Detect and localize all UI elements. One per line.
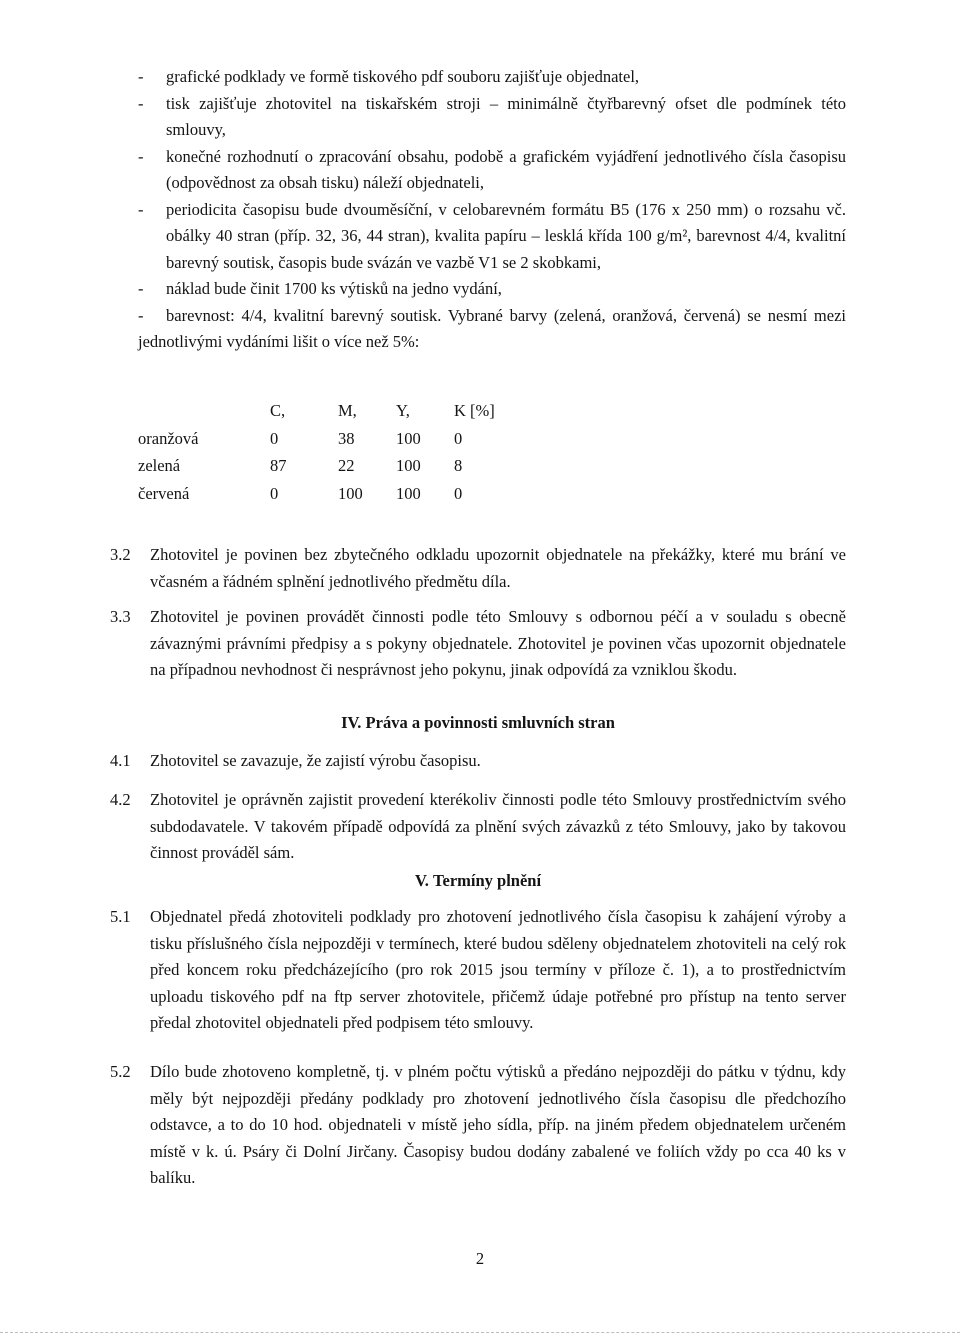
table-cell: 38 (338, 428, 355, 448)
clause-text: Zhotovitel je povinen provádět činnosti podle této Smlouvy s odbornou péčí a v souladu s obecně závaznými právními předpisy a s pokyny objednatele. Zhotovitel je povinen včas upozornit objednatele na případnou nevhodnost či nesprávnost jeho pokynu, jinak odpovídá za vzniklou škodu. (150, 607, 846, 679)
table-cell: 0 (270, 428, 279, 448)
table-cell: zelená (138, 456, 181, 475)
clause-text: Dílo bude zhotoveno kompletně, tj. v plném počtu výtisků a předáno nejpozději do pátku v týdnu, kdy měly být nejpozději předány podklady pro zhotovení jednotlivého čísla časopisu dle předchozího odstavce, a to do 10 hod. objednateli v místě jeho sídla, příp. na jiném předem objednatelem určeném místě v k. ú. Psáry či Dolní Jirčany. Časopisy budou dodány zabalené ve foliích vždy po cca 40 ks v balíku. (150, 1062, 846, 1187)
section-number: V. (414, 871, 429, 890)
section-title: Práva a povinnosti smluvních stran (365, 713, 615, 732)
list-item: - tisk zajišťuje zhotovitel na tiskařském stroji – minimálně čtyřbarevný ofset dle podmínek této smlouvy, (138, 93, 846, 139)
table-header: M, (338, 401, 357, 420)
clause-3-2 (110, 542, 846, 595)
clause-text: Zhotovitel je oprávněn zajistit provedení kterékoliv činnosti podle této Smlouvy prostřednictvím svého subdodavatele. V takovém případě odpovídá za plnění svých závazků z této Smlouvy, jako by takovou činnost prováděl sám. (150, 790, 846, 862)
table-cell: 100 (396, 483, 421, 503)
list-item: - náklad bude činit 1700 ks výtisků na jedno vydání, (138, 279, 502, 298)
clause-5-1 (110, 904, 846, 1037)
clause-number: 5.2 (110, 1062, 131, 1081)
clause-number: 3.3 (110, 607, 131, 626)
list-item: - konečné rozhodnutí o zpracování obsahu, podobě a grafickém vyjádření jednotlivého čísla časopisu (odpovědnost za obsah tisku) náleží objednateli, (138, 146, 846, 192)
table-cell: červená (138, 483, 190, 503)
clause-text: Zhotovitel se zavazuje, že zajistí výrobu časopisu. (150, 751, 481, 770)
table-header: C, (270, 401, 286, 420)
table-cell: 0 (454, 428, 463, 448)
list-item: - grafické podklady ve formě tiskového pdf souboru zajišťuje objednatel, (138, 67, 640, 86)
clause-number: 4.1 (110, 751, 131, 770)
section-title: Termíny plnění (433, 871, 542, 890)
clause-3-3 (110, 604, 846, 684)
table-cell: 100 (396, 456, 421, 475)
page-number: 2 (475, 1249, 485, 1268)
clause-4-1 (110, 748, 846, 775)
section-number: IV. (341, 713, 362, 732)
table-cell: 100 (338, 483, 363, 503)
table-row (138, 426, 524, 454)
table-header: K [%] (454, 401, 495, 420)
clause-4-2 (110, 787, 846, 867)
list-item: - barevnost: 4/4, kvalitní barevný soutisk. Vybrané barvy (zelená, oranžová, červená) se nesmí mezi jednotlivými vydáními lišit o více než 5%: (138, 305, 846, 351)
scan-edge-marks (0, 1329, 960, 1333)
table-header (138, 398, 270, 426)
clause-text: Objednatel předá zhotoviteli podklady pro zhotovení jednotlivého čísla časopisu k zahájení výroby a tisku příslušného čísla nejpozději v termínech, které budou sděleny objednatelem zhotoviteli na celý rok před koncem roku předcházejícího (pro rok 2015 jsou termíny v příloze č. 1), a to prostřednictvím uploadu tiskového pdf na ftp server zhotovitele, přičemž údaje potřebné pro přístup na tento server předal zhotovitel objednateli před podpisem této smlouvy. (150, 907, 846, 1032)
clause-number: 4.2 (110, 790, 131, 809)
section-heading-iv (110, 710, 846, 737)
table-cell: 100 (396, 428, 421, 448)
table-cell: 8 (454, 456, 463, 475)
table-header-row (138, 398, 524, 426)
table-cell: 0 (270, 483, 279, 503)
clause-5-2 (110, 1059, 846, 1192)
table-cell: oranžová (138, 428, 199, 448)
table-header: Y, (396, 401, 410, 420)
section-heading-v (110, 868, 846, 895)
table-row (138, 453, 524, 481)
specification-list (138, 64, 846, 356)
clause-number: 3.2 (110, 545, 131, 564)
color-table (138, 398, 524, 508)
clause-number: 5.1 (110, 907, 131, 926)
list-item: - periodicita časopisu bude dvouměsíční, v celobarevném formátu B5 (176 x 250 mm) o rozsahu vč. obálky 40 stran (příp. 32, 36, 44 stran), kvalita papíru – lesklá křída 100 g/m², barevnost 4/4, kvalitní barevný soutisk, časopis bude svázán ve vazbě V1 se 2 skobkami, (138, 199, 846, 272)
table-cell: 0 (454, 483, 463, 503)
clause-text: Zhotovitel je povinen bez zbytečného odkladu upozornit objednatele na překážky, které mu brání ve včasném a řádném splnění jednotlivého předmětu díla. (150, 545, 846, 591)
table-cell: 22 (338, 456, 355, 475)
table-row (138, 481, 524, 509)
table-cell: 87 (270, 456, 287, 475)
